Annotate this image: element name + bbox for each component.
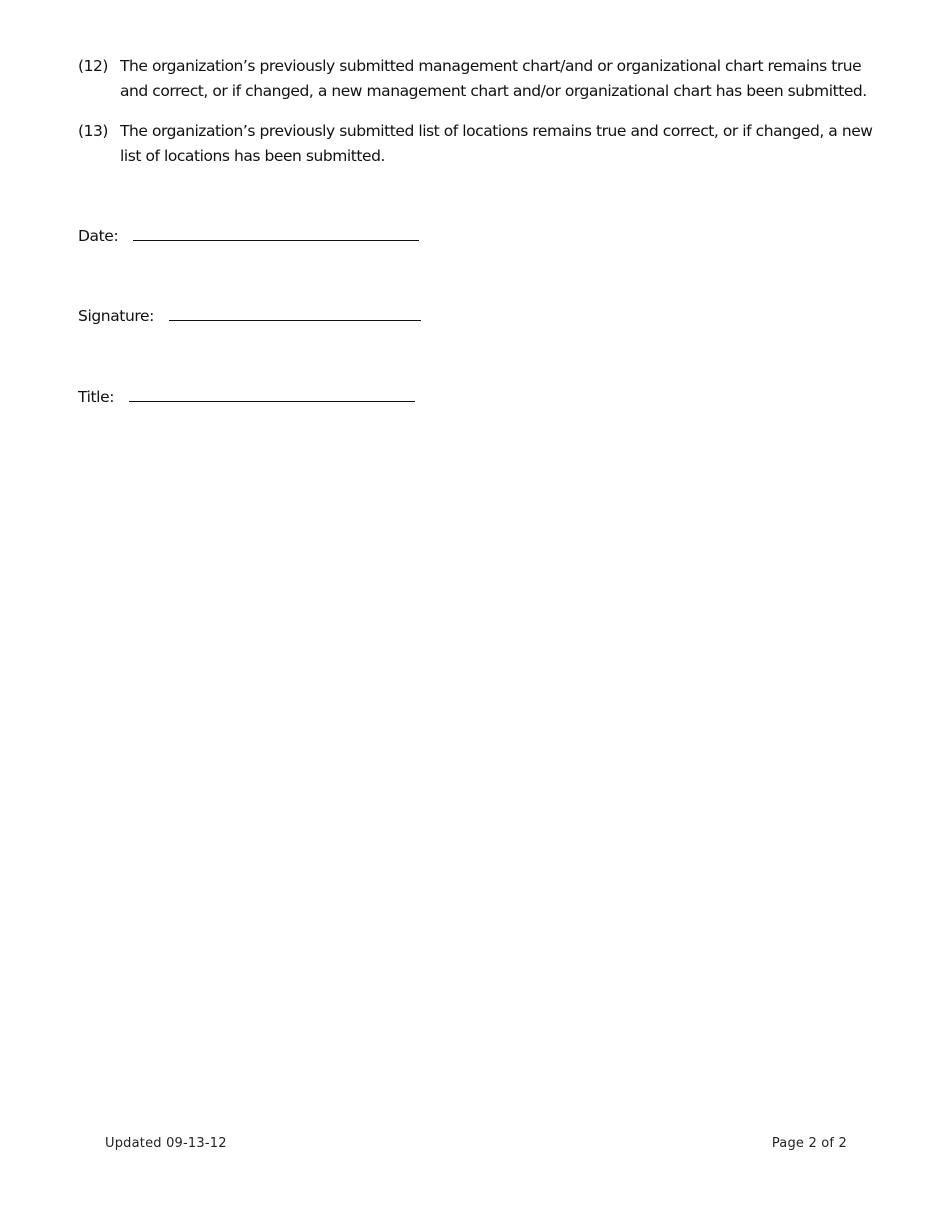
- date-field: [78, 224, 419, 248]
- title-input-line[interactable]: [129, 385, 415, 402]
- statement-number: (13): [78, 122, 109, 140]
- statement-text: The organization’s previously submitted list of locations remains true and correct, or if changed, a new list of locations has been submitted.: [120, 122, 873, 165]
- date-input-line[interactable]: [133, 224, 419, 241]
- statement-text: The organization’s previously submitted management chart/and or organizational chart remains true and correct, or if changed, a new management chart and/or organizational chart has been submitted.: [120, 57, 867, 100]
- title-label: Title:: [78, 388, 115, 406]
- date-label: Date:: [78, 227, 119, 245]
- statement-item-12: [78, 54, 878, 104]
- statement-number: (12): [78, 57, 109, 75]
- signature-label: Signature:: [78, 307, 154, 325]
- signature-input-line[interactable]: [169, 304, 421, 321]
- title-field: [78, 385, 415, 409]
- footer-updated-date: Updated 09-13-12: [105, 1136, 227, 1151]
- signature-field: [78, 304, 421, 328]
- footer-page-number: Page 2 of 2: [771, 1136, 847, 1151]
- statement-item-13: [78, 119, 878, 169]
- statement-list: [78, 54, 878, 184]
